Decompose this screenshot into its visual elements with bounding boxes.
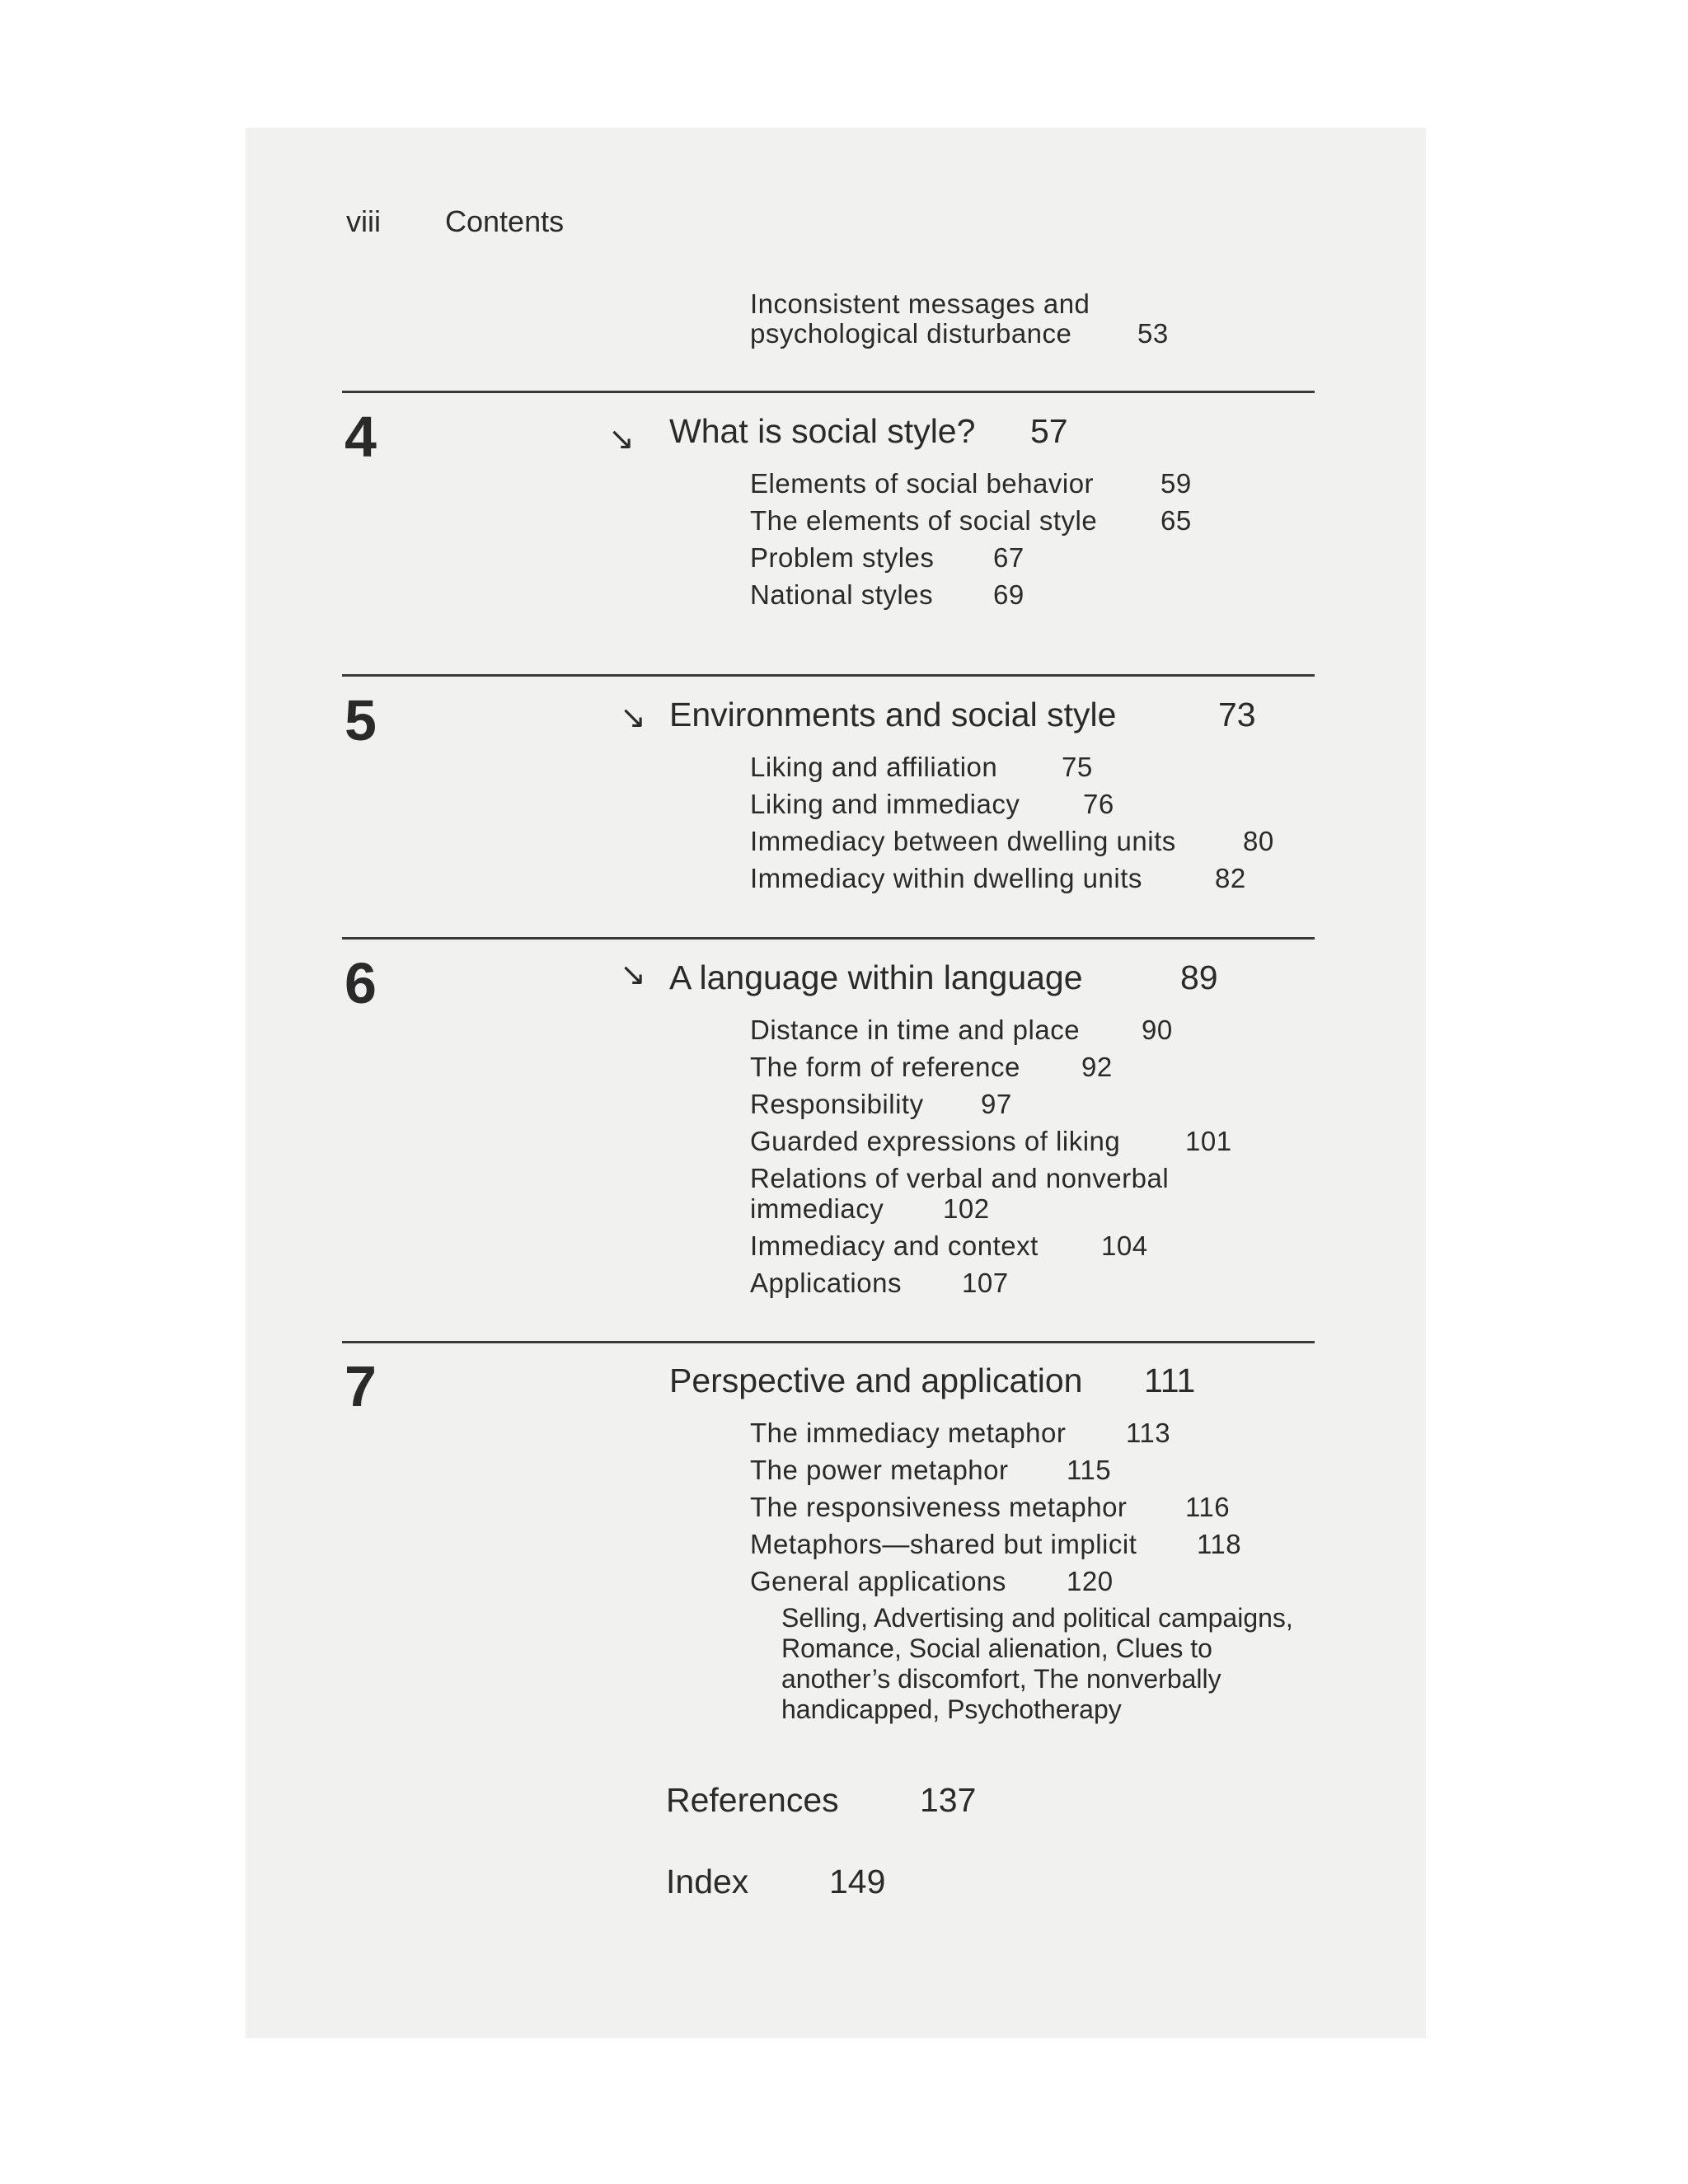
toc-entry-title: The form of reference [750, 1052, 1020, 1082]
chapter-number: 4 [345, 405, 377, 469]
toc-entry-page: 107 [962, 1268, 1009, 1298]
back-matter-title: Index [666, 1863, 749, 1900]
toc-entry-page: 118 [1197, 1529, 1242, 1559]
toc-entry-page: 116 [1185, 1492, 1231, 1522]
chapter-page: 111 [1144, 1361, 1196, 1399]
toc-entry-page: 53 [1137, 318, 1169, 349]
toc-entry-title: Elements of social behavior [750, 468, 1095, 499]
toc-entry-page: 90 [1142, 1015, 1173, 1045]
chapter-title: Perspective and application [669, 1361, 1083, 1399]
toc-entry-title: Immediacy and context [750, 1230, 1039, 1261]
toc-entry-title: Applications [750, 1268, 902, 1298]
toc-entry-title: Guarded expressions of liking [750, 1126, 1121, 1156]
chapter-divider [342, 391, 1315, 393]
check-mark-icon: ↘ [620, 958, 646, 992]
toc-entry-page: 115 [1067, 1455, 1112, 1485]
toc-entry-page: 82 [1215, 863, 1246, 893]
toc-entry-page: 76 [1083, 789, 1114, 819]
toc-entry-title: immediacy [750, 1193, 884, 1224]
check-mark-icon: ↘ [608, 422, 635, 457]
toc-entry-title: Liking and immediacy [750, 789, 1020, 819]
toc-entry-page: 102 [943, 1193, 990, 1224]
chapter-number: 6 [345, 951, 377, 1015]
toc-entry-page: 69 [993, 579, 1025, 610]
chapter-title: A language within language [669, 958, 1083, 996]
chapter-title: What is social style? [669, 412, 976, 450]
toc-entry-title: National styles [750, 579, 934, 610]
toc-entry-page: 75 [1062, 752, 1093, 782]
chapter-divider [342, 937, 1315, 940]
toc-entry-page: 65 [1160, 505, 1192, 536]
chapter-page: 57 [1030, 412, 1068, 450]
chapter-page: 73 [1218, 696, 1256, 733]
toc-entry-title: Distance in time and place [750, 1015, 1081, 1045]
toc-entry-title: Metaphors—shared but implicit [750, 1529, 1137, 1559]
chapter-divider [342, 1341, 1315, 1343]
toc-entry-title: Problem styles [750, 542, 935, 573]
toc-entry-page: 80 [1243, 826, 1274, 856]
chapter-number: 7 [345, 1354, 377, 1418]
toc-entry-title: Liking and affiliation [750, 752, 998, 782]
toc-entry-page: 104 [1101, 1230, 1148, 1261]
topic-list: Selling, Advertising and political campaigns, Romance, Social alienation, Clues to another’s discomfort, The nonverbally handicapped, Psychotherapy [781, 1603, 1293, 1724]
toc-entry-title: Immediacy between dwelling units [750, 826, 1176, 856]
toc-entry-title: The elements of social style [750, 505, 1098, 536]
toc-entry-page: 92 [1081, 1052, 1113, 1082]
chapter-number: 5 [345, 688, 377, 752]
back-matter-page: 137 [920, 1781, 977, 1819]
running-title: Contents [445, 204, 565, 238]
page-number: viii [346, 204, 381, 238]
toc-entry-title: The immediacy metaphor [750, 1418, 1067, 1448]
toc-entry-page: 120 [1067, 1566, 1114, 1596]
toc-entry-page: 67 [993, 542, 1025, 573]
toc-entry-page: 97 [981, 1089, 1012, 1119]
toc-entry-title: psychological disturbance [750, 318, 1072, 349]
toc-entry-title: General applications [750, 1566, 1006, 1596]
toc-entry-title: Inconsistent messages and [750, 288, 1090, 319]
toc-entry-page: 59 [1160, 468, 1192, 499]
toc-entry-page: 113 [1126, 1418, 1171, 1448]
chapter-page: 89 [1180, 958, 1218, 996]
back-matter-page: 149 [829, 1863, 886, 1900]
toc-entry-title: Responsibility [750, 1089, 924, 1119]
toc-entry-title: The power metaphor [750, 1455, 1009, 1485]
toc-entry-title: Relations of verbal and nonverbal [750, 1163, 1170, 1193]
check-mark-icon: ↘ [620, 701, 646, 735]
chapter-divider [342, 674, 1315, 677]
chapter-title: Environments and social style [669, 696, 1117, 733]
toc-entry-page: 101 [1185, 1126, 1232, 1156]
back-matter-title: References [666, 1781, 839, 1819]
toc-entry-title: Immediacy within dwelling units [750, 863, 1142, 893]
toc-entry-title: The responsiveness metaphor [750, 1492, 1128, 1522]
